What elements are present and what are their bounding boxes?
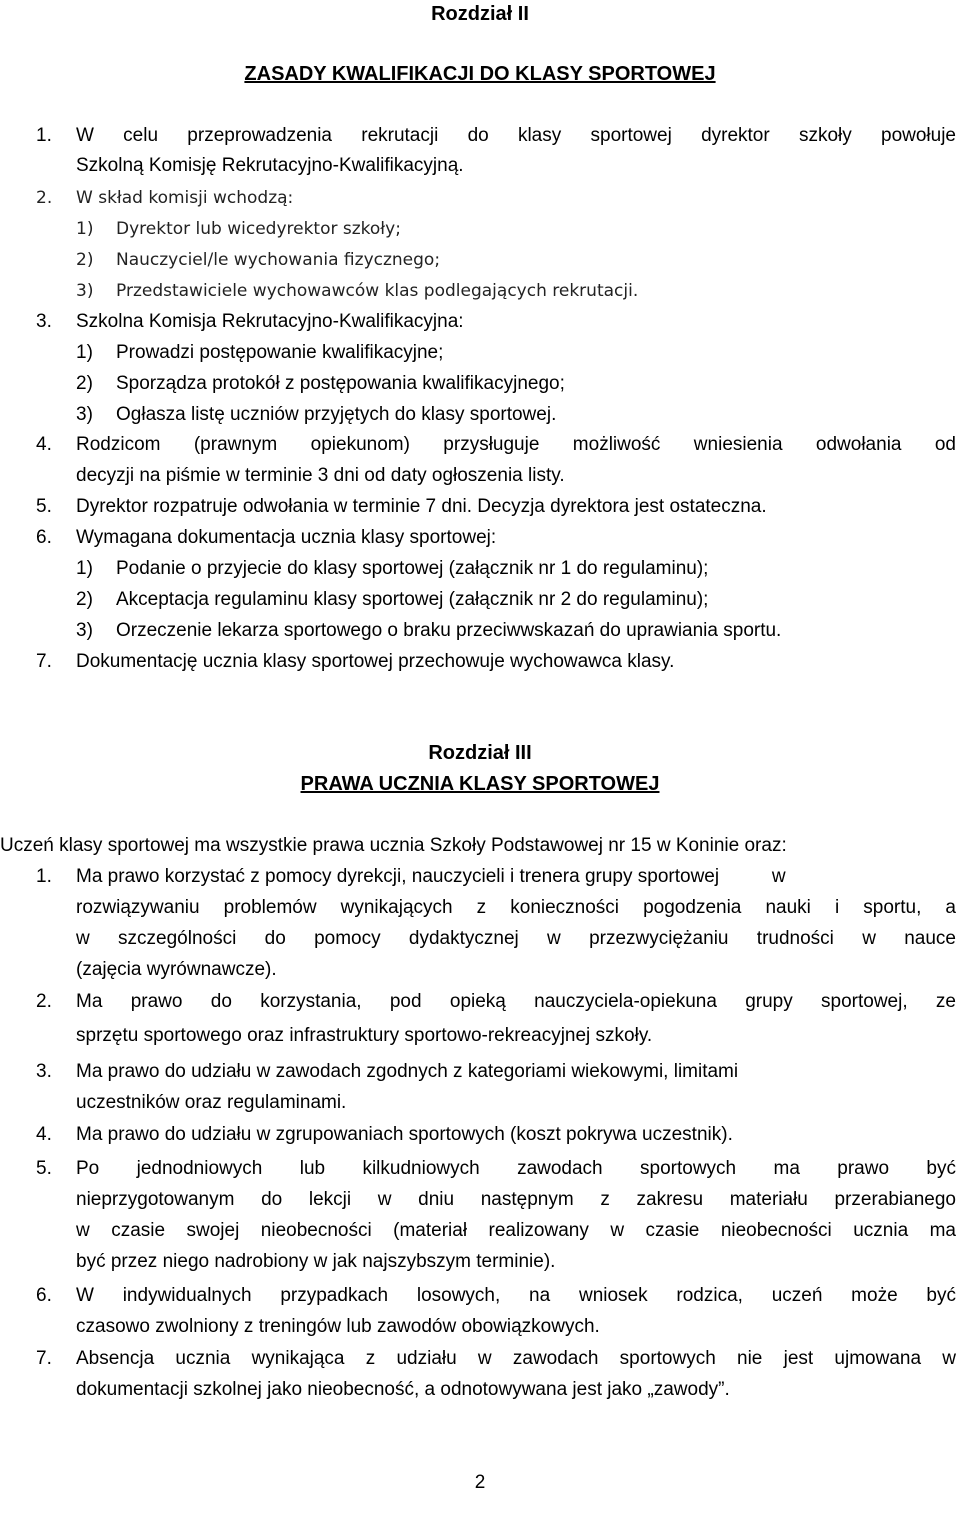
chapter-3-title: Rozdział III bbox=[428, 742, 532, 764]
chapter-2-title: Rozdział II bbox=[431, 3, 529, 25]
document-page: Rozdział II ZASADY KWALIFIKACJI DO KLASY SPORTOWEJ 1. W celu przeprowadzenia rekrutacji do klasy sportowej dyrektor szkoły powołuje Szkolną Komisję Rekrutacyjno-Kwalifikacyjną. 2. W skład komisji wchodzą: 1) Dyrektor lub wicedyrektor szkoły; 2) Nauczyciel/le wychowania fizycznego; 3) Przedstawiciele wychowawców klas podlegających rekrutacji. 3. Szkolna Komisja Rekrutacyjno-Kwalifikacyjna: 1) Prowadzi postępowanie kwalifikacyjne; 2) Sporządza protokół z postępowania kwalifikacyjnego; 3) Ogłasza listę uczniów przyjętych do klasy sportowej. 4. Rodzicom (prawnym opiekunom) przysługuje możliwość wniesienia odwołania od decyzji na piśmie w terminie 3 dni od daty ogłoszenia listy. 5. Dyrektor rozpatruje odwołania w terminie 7 dni. Decyzja dyrektora jest ostateczna. 6. Wymagana dokumentacja ucznia klasy sportowej: 1) Podanie o przyjecie do klasy sportowej (załącznik nr 1 do regulaminu); 2) Akceptacja regulaminu klasy sportowej (załącznik nr 2 do regulaminu); 3) Orzeczenie lekarza sportowego o braku przeciwwskazań do uprawiania sportu. 7. Dokumentację ucznia klasy sportowej przechowuje wychowawca klasy. Rozdział III PRAWA UCZNIA KLASY SPORTOWEJ Uczeń klasy sportowej ma wszystkie prawa ucznia Szkoły Podstawowej nr 15 w Koninie oraz: 1. Ma prawo korzystać z pomocy dyrekcji, nauczycieli i trenera grupy sportowej w rozwiązywaniu problemów wynikających z konieczności pogodzenia nauki i sportu, a w szczególności do pomocy dydaktycznej w przezwyciężaniu trudności w nauce (zajęcia wyrównawcze). 2. Ma prawo do korzystania, pod opieką nauczyciela-opiekuna grupy sportowej, ze sprzętu sportowego oraz infrastruktury sportowo-rekreacyjnej szkoły. 3. Ma prawo do udziału w zawodach zgodnych z kategoriami wiekowymi, limitami uczestników oraz regulaminami. 4. Ma prawo do udziału w zgrupowaniach sportowych (koszt pokrywa uczestnik). 5. Po jednodniowych lub kilkudniowych zawodach sportowych ma prawo być nieprzygotowanym do lekcji w dniu następnym z zakresu materiału przerabianego w czasie swojej nieobecności (materiał realizowany w czasie nieobecności ucznia ma być przez niego nadrobiony w jak najszybszym terminie). 6. W indywidualnych przypadkach losowych, na wniosek rodzica, uczeń może być czasowo zwolniony z treningów lub zawodów obowiązkowych. 7. Absencja ucznia wynikająca z udziału w zawodach sportowych nie jest ujmowana w dokumentacji szkolnej jako nieobecność, a odnotowywana jest jako „zawody”. 2 bbox=[0, 0, 960, 1515]
chapter-3-lead: Uczeń klasy sportowej ma wszystkie prawa ucznia Szkoły Podstawowej nr 15 w Koninie oraz: bbox=[0, 835, 787, 856]
page-number: 2 bbox=[474, 1472, 486, 1493]
chapter-3-subtitle: PRAWA UCZNIA KLASY SPORTOWEJ bbox=[300, 773, 660, 795]
chapter-2-subtitle: ZASADY KWALIFIKACJI DO KLASY SPORTOWEJ bbox=[244, 63, 716, 85]
